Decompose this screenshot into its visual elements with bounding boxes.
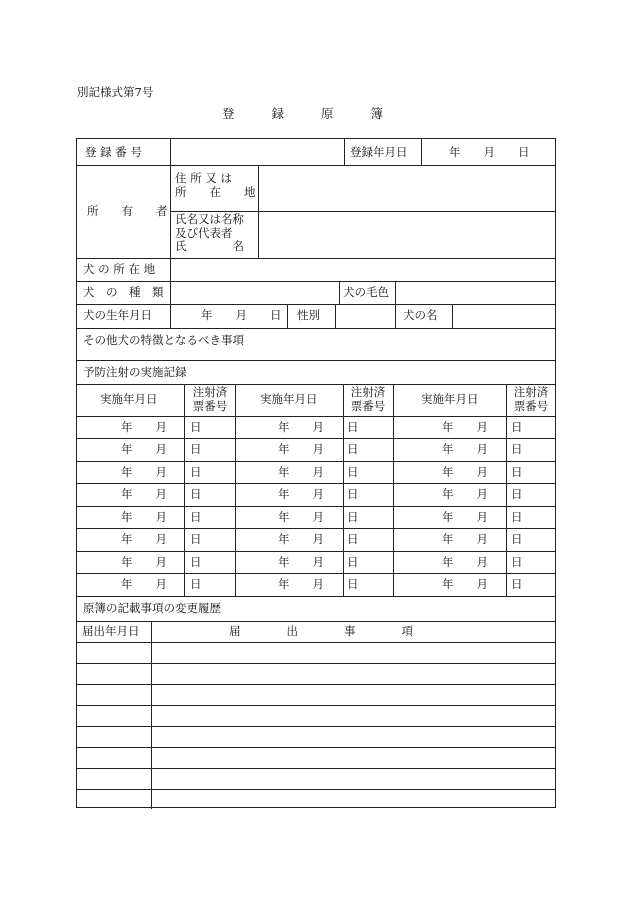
registration-date-label: 登録年月日 bbox=[350, 145, 408, 159]
dog-birth-value[interactable]: 年 月 日 bbox=[201, 308, 282, 322]
dog-coat-field[interactable] bbox=[396, 282, 554, 304]
dog-coat-label: 犬の毛色 bbox=[343, 285, 389, 299]
registry-form bbox=[76, 138, 556, 808]
vaccination-ticket-cell[interactable] bbox=[344, 529, 392, 549]
vaccination-ticket-cell[interactable] bbox=[507, 417, 554, 437]
vaccination-ticket-cell[interactable] bbox=[507, 552, 554, 572]
vaccination-ticket-cell[interactable] bbox=[185, 507, 234, 527]
vaccination-ticket-cell[interactable] bbox=[344, 462, 392, 482]
change-date-cell[interactable] bbox=[78, 790, 150, 809]
vaccination-date-cell[interactable]: 年 月 日 bbox=[121, 532, 202, 546]
change-date-cell[interactable] bbox=[78, 643, 150, 662]
vaccination-ticket-cell[interactable] bbox=[344, 439, 392, 459]
rule-vac-5 bbox=[77, 528, 555, 529]
rule-row-9 bbox=[77, 416, 555, 417]
dog-sex-label: 性別 bbox=[297, 308, 320, 322]
vaccination-date-cell[interactable]: 年 月 日 bbox=[121, 510, 202, 524]
owner-name-field[interactable] bbox=[259, 212, 554, 258]
dog-name-field[interactable] bbox=[453, 305, 554, 328]
vaccination-date-cell[interactable]: 年 月 日 bbox=[278, 420, 359, 434]
change-item-cell[interactable] bbox=[152, 790, 554, 809]
changes-date-header: 届出年月日 bbox=[82, 624, 140, 638]
dog-sex-field[interactable] bbox=[336, 305, 394, 328]
owner-address-label: 住 所 又 は 所 在 地 bbox=[175, 171, 256, 199]
vaccination-ticket-cell[interactable] bbox=[344, 507, 392, 527]
rule-vac-2 bbox=[77, 461, 555, 462]
rule-vac-1 bbox=[77, 438, 555, 439]
vaccination-ticket-cell[interactable] bbox=[507, 439, 554, 459]
change-date-cell[interactable] bbox=[78, 769, 150, 788]
vaccination-ticket-header-2: 注射済 票番号 bbox=[350, 385, 386, 413]
rule-vac-3 bbox=[77, 483, 555, 484]
vaccination-ticket-cell[interactable] bbox=[344, 417, 392, 437]
change-date-cell[interactable] bbox=[78, 664, 150, 683]
vaccination-date-header-3: 実施年月日 bbox=[421, 392, 479, 406]
vaccination-ticket-header-3: 注射済 票番号 bbox=[513, 385, 549, 413]
document-title: 登録原簿 bbox=[222, 106, 421, 121]
change-date-cell[interactable] bbox=[78, 727, 150, 746]
vaccination-ticket-cell[interactable] bbox=[185, 484, 234, 504]
vaccination-ticket-cell[interactable] bbox=[185, 529, 234, 549]
vaccination-ticket-cell[interactable] bbox=[507, 507, 554, 527]
vaccination-date-cell[interactable]: 年 月 日 bbox=[278, 510, 359, 524]
change-item-cell[interactable] bbox=[152, 769, 554, 788]
form-number: 別記様式第7号 bbox=[77, 85, 154, 99]
dog-breed-field[interactable] bbox=[171, 282, 338, 304]
vaccination-date-cell[interactable]: 年 月 日 bbox=[278, 487, 359, 501]
vaccination-date-cell[interactable]: 年 月 日 bbox=[278, 577, 359, 591]
changes-section-label: 原簿の記載事項の変更履歴 bbox=[83, 601, 221, 615]
rule-row-8 bbox=[77, 384, 555, 385]
dog-location-label: 犬 の 所 在 地 bbox=[83, 262, 156, 276]
vaccination-ticket-cell[interactable] bbox=[507, 529, 554, 549]
vline-birth-4 bbox=[395, 304, 396, 328]
vaccination-date-cell[interactable]: 年 月 日 bbox=[442, 555, 523, 569]
vaccination-ticket-cell[interactable] bbox=[344, 552, 392, 572]
vline-birth-2 bbox=[287, 304, 288, 328]
vaccination-ticket-cell[interactable] bbox=[507, 574, 554, 594]
vaccination-ticket-cell[interactable] bbox=[185, 417, 234, 437]
vaccination-ticket-cell[interactable] bbox=[185, 552, 234, 572]
vline-vac-2 bbox=[235, 384, 236, 596]
dog-birth-label: 犬の生年月日 bbox=[83, 308, 152, 322]
owner-name-label: 氏名又は名称 及び代表者 氏 名 bbox=[175, 212, 244, 254]
vaccination-date-cell[interactable]: 年 月 日 bbox=[442, 487, 523, 501]
change-item-cell[interactable] bbox=[152, 643, 554, 662]
vaccination-date-cell[interactable]: 年 月 日 bbox=[442, 442, 523, 456]
owner-address-field[interactable] bbox=[259, 166, 554, 211]
dog-features-label: その他犬の特徴となるべき事項 bbox=[83, 333, 244, 347]
change-item-cell[interactable] bbox=[152, 664, 554, 683]
vaccination-date-cell[interactable]: 年 月 日 bbox=[442, 510, 523, 524]
vaccination-date-cell[interactable]: 年 月 日 bbox=[121, 420, 202, 434]
vaccination-date-header-2: 実施年月日 bbox=[260, 392, 318, 406]
vaccination-date-cell[interactable]: 年 月 日 bbox=[442, 532, 523, 546]
vaccination-date-cell[interactable]: 年 月 日 bbox=[121, 555, 202, 569]
vaccination-date-cell[interactable]: 年 月 日 bbox=[442, 577, 523, 591]
change-item-cell[interactable] bbox=[152, 706, 554, 725]
changes-item-header: 届 出 事 項 bbox=[229, 624, 413, 638]
rule-vac-8 bbox=[77, 596, 555, 597]
vaccination-ticket-cell[interactable] bbox=[185, 574, 234, 594]
vaccination-ticket-header-1: 注射済 票番号 bbox=[192, 385, 228, 413]
vline-reg-3 bbox=[421, 139, 422, 165]
dog-features-field[interactable] bbox=[78, 349, 554, 360]
vline-owner-1 bbox=[170, 165, 171, 258]
rule-vac-4 bbox=[77, 506, 555, 507]
vaccination-date-header-1: 実施年月日 bbox=[100, 392, 158, 406]
change-item-cell[interactable] bbox=[152, 727, 554, 746]
vaccination-date-cell[interactable]: 年 月 日 bbox=[121, 442, 202, 456]
rule-row-6 bbox=[77, 328, 555, 329]
rule-row-7 bbox=[77, 360, 555, 361]
change-date-cell[interactable] bbox=[78, 706, 150, 725]
change-item-cell[interactable] bbox=[152, 685, 554, 704]
vline-birth-1 bbox=[170, 304, 171, 328]
registration-date-value[interactable]: 年 月 日 bbox=[449, 145, 530, 159]
dog-breed-label: 犬 の 種 類 bbox=[83, 285, 164, 299]
change-date-cell[interactable] bbox=[78, 748, 150, 767]
dog-location-field[interactable] bbox=[171, 259, 554, 281]
vaccination-date-cell[interactable]: 年 月 日 bbox=[442, 420, 523, 434]
vaccination-date-cell[interactable]: 年 月 日 bbox=[121, 487, 202, 501]
vline-breed-2 bbox=[339, 281, 340, 304]
vaccination-section-label: 予防注射の実施記録 bbox=[83, 365, 187, 379]
vaccination-date-cell[interactable]: 年 月 日 bbox=[121, 465, 202, 479]
rule-changes-label bbox=[77, 621, 555, 622]
registration-number-field[interactable] bbox=[171, 140, 343, 164]
vaccination-ticket-cell[interactable] bbox=[344, 574, 392, 594]
change-item-cell[interactable] bbox=[152, 748, 554, 767]
vaccination-ticket-cell[interactable] bbox=[507, 462, 554, 482]
vaccination-date-cell[interactable]: 年 月 日 bbox=[121, 577, 202, 591]
vline-vac-4 bbox=[393, 384, 394, 596]
vaccination-ticket-cell[interactable] bbox=[507, 484, 554, 504]
vaccination-ticket-cell[interactable] bbox=[185, 462, 234, 482]
owner-label: 所 有 者 bbox=[87, 204, 168, 218]
vaccination-date-cell[interactable]: 年 月 日 bbox=[278, 532, 359, 546]
vaccination-date-cell[interactable]: 年 月 日 bbox=[442, 465, 523, 479]
vaccination-date-cell[interactable]: 年 月 日 bbox=[278, 465, 359, 479]
registration-number-label: 登 録 番 号 bbox=[85, 145, 142, 159]
vaccination-ticket-cell[interactable] bbox=[344, 484, 392, 504]
vaccination-date-cell[interactable]: 年 月 日 bbox=[278, 555, 359, 569]
dog-name-label: 犬の名 bbox=[403, 308, 438, 322]
vaccination-date-cell[interactable]: 年 月 日 bbox=[278, 442, 359, 456]
vline-reg-2 bbox=[344, 139, 345, 165]
rule-vac-6 bbox=[77, 551, 555, 552]
vaccination-ticket-cell[interactable] bbox=[185, 439, 234, 459]
rule-vac-7 bbox=[77, 573, 555, 574]
change-date-cell[interactable] bbox=[78, 685, 150, 704]
